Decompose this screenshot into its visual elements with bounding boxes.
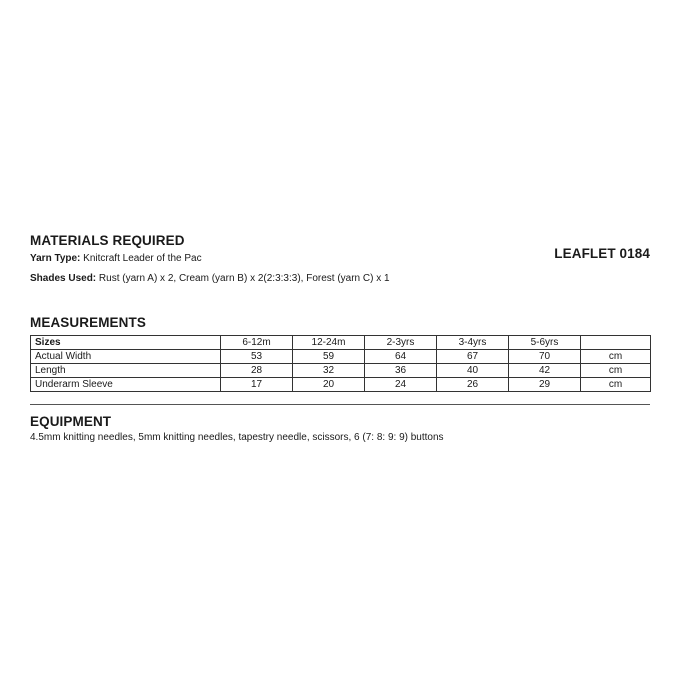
size-header: 3-4yrs (437, 336, 509, 350)
shades-label: Shades Used: (30, 273, 97, 284)
table-cell: 64 (365, 350, 437, 364)
table-cell: 28 (221, 364, 293, 378)
unit-header (581, 336, 651, 350)
equipment-list: 4.5mm knitting needles, 5mm knitting needles, tapestry needle, scissors, 6 (7: 8: 9: 9) buttons (30, 432, 444, 443)
table-cell: 17 (221, 378, 293, 392)
measurements-table (30, 335, 651, 392)
shades-used-line (30, 273, 390, 284)
table-cell: 67 (437, 350, 509, 364)
unit-cell: cm (581, 378, 651, 392)
table-header-row (31, 336, 651, 350)
yarn-type-label: Yarn Type: (30, 253, 81, 264)
unit-cell: cm (581, 364, 651, 378)
materials-heading: MATERIALS REQUIRED (30, 233, 185, 248)
table-row (31, 350, 651, 364)
table-cell: 32 (293, 364, 365, 378)
table-cell: 59 (293, 350, 365, 364)
table-cell: 53 (221, 350, 293, 364)
sizes-header: Sizes (31, 336, 221, 350)
table-cell: 70 (509, 350, 581, 364)
table-row (31, 364, 651, 378)
row-label: Actual Width (31, 350, 221, 364)
size-header: 2-3yrs (365, 336, 437, 350)
table-cell: 24 (365, 378, 437, 392)
equipment-heading: EQUIPMENT (30, 414, 112, 429)
row-label: Underarm Sleeve (31, 378, 221, 392)
table-cell: 26 (437, 378, 509, 392)
table-cell: 40 (437, 364, 509, 378)
table-cell: 36 (365, 364, 437, 378)
yarn-type-line (30, 253, 202, 264)
table-cell: 42 (509, 364, 581, 378)
size-header: 6-12m (221, 336, 293, 350)
table-row (31, 378, 651, 392)
row-label: Length (31, 364, 221, 378)
table-cell: 20 (293, 378, 365, 392)
table-cell: 29 (509, 378, 581, 392)
size-header: 5-6yrs (509, 336, 581, 350)
measurements-heading: MEASUREMENTS (30, 315, 146, 330)
size-header: 12-24m (293, 336, 365, 350)
shades-value: Rust (yarn A) x 2, Cream (yarn B) x 2(2:3:3:3), Forest (yarn C) x 1 (96, 273, 390, 284)
leaflet-number: LEAFLET 0184 (554, 246, 650, 261)
yarn-type-value: Knitcraft Leader of the Pac (80, 253, 202, 264)
section-divider (30, 404, 650, 405)
unit-cell: cm (581, 350, 651, 364)
